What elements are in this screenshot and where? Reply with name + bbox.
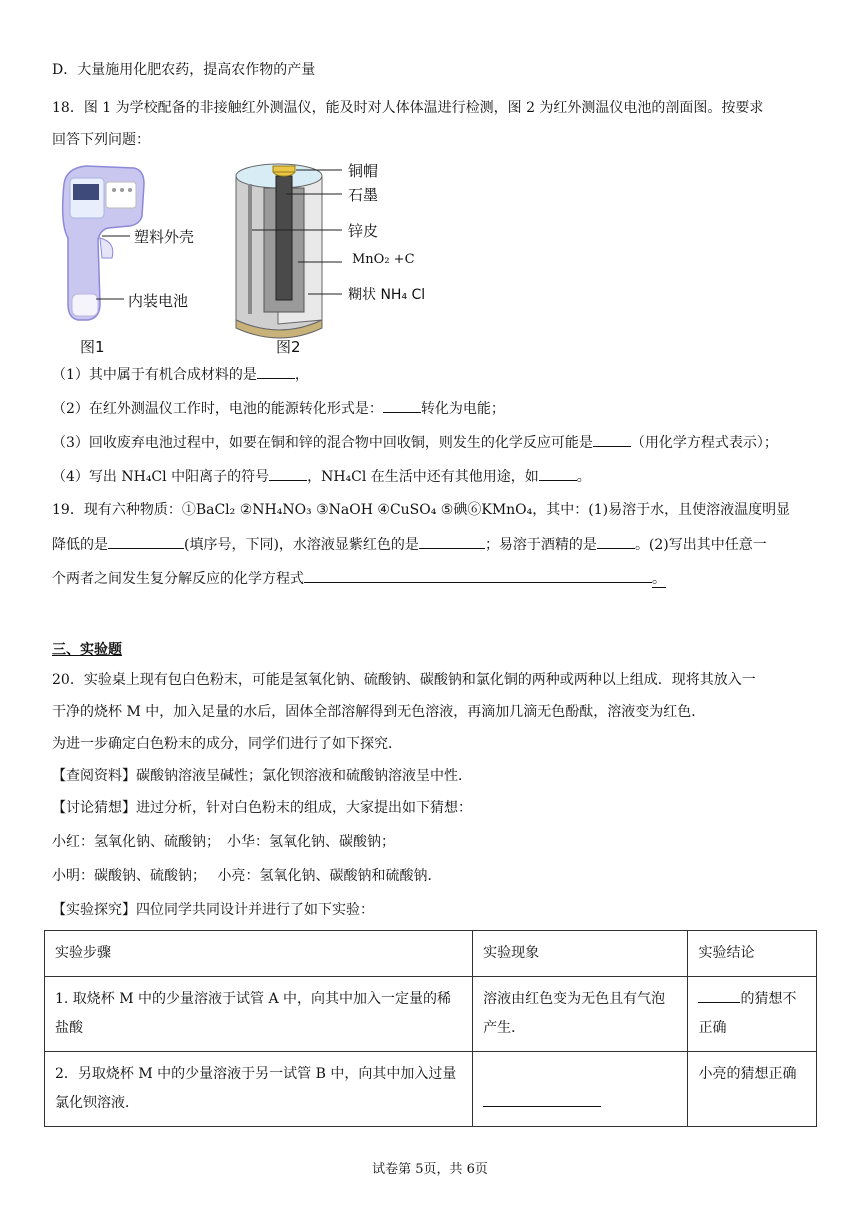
answer-blank[interactable] <box>698 988 740 1003</box>
row2-conclusion: 小亮的猜想正确 <box>688 1052 817 1127</box>
table-row <box>45 1052 817 1127</box>
label-inner-battery: 内装电池 <box>128 292 189 310</box>
header-step: 实验步骤 <box>45 931 473 977</box>
label-nh4cl-paste: 糊状 NH₄ Cl <box>348 287 426 303</box>
answer-blank[interactable] <box>539 466 577 481</box>
q20-guesses-1: 小红：氢氧化钠、硫酸钠； 小华：氢氧化钠、碳酸钠； <box>52 834 395 850</box>
q20-guesses-2: 小明：碳酸钠、硫酸钠； 小亮：氢氧化钠、碳酸钠和硫酸钠． <box>52 868 442 884</box>
q18-part1: （1）其中属于有机合成材料的是 ， <box>52 364 820 385</box>
q20-info: 【查阅资料】碳酸钠溶液呈碱性；氯化钡溶液和硫酸钠溶液呈中性． <box>52 768 472 784</box>
row1-conclusion: 的猜想不正确 <box>688 977 817 1052</box>
battery-illustration <box>224 154 464 359</box>
row2-phenomenon <box>473 1052 688 1127</box>
section-heading-experiments: 三、实验题 <box>52 642 122 658</box>
label-plastic-shell: 塑料外壳 <box>134 228 195 246</box>
q20-explore: 【实验探究】四位同学共同设计并进行了如下实验： <box>52 902 374 918</box>
q18-intro-line2: 回答下列问题： <box>52 132 150 148</box>
answer-blank[interactable] <box>419 534 485 549</box>
answer-blank[interactable] <box>257 364 295 379</box>
q20-line3: 为进一步确定白色粉末的成分，同学们进行了如下探究． <box>52 736 402 752</box>
header-phenomenon: 实验现象 <box>473 931 688 977</box>
page-footer: 试卷第 5页，共 6页 <box>372 1162 488 1177</box>
label-mno2-c: MnO₂ +C <box>352 252 415 267</box>
label-copper-cap: 铜帽 <box>348 162 379 180</box>
figure-1-caption: 图1 <box>80 338 105 356</box>
q19-line2: 降低的是 (填序号，下同)，水溶液显紫红色的是 ；易溶于酒精的是 。(2)写出其中任意一 <box>52 534 820 555</box>
row2-step: 2．另取烧杯 M 中的少量溶液于另一试管 B 中，向其中加入过量氯化钡溶液． <box>45 1052 473 1127</box>
answer-blank[interactable] <box>597 534 635 549</box>
answer-blank[interactable] <box>304 568 652 583</box>
q19-line1: 19．现有六种物质：①BaCl₂ ②NH₄NO₃ ③NaOH ④CuSO₄ ⑤碘⑥KMnO₄，其中：(1)易溶于水，且使溶液温度明显 <box>52 502 791 518</box>
header-conclusion: 实验结论 <box>688 931 817 977</box>
answer-blank[interactable] <box>108 534 184 549</box>
q18-intro-line1: 18．图 1 为学校配备的非接触红外测温仪，能及时对人体体温进行检测，图 2 为红外测温仪电池的剖面图。按要求 <box>52 100 764 116</box>
label-graphite: 石墨 <box>348 186 379 204</box>
answer-blank[interactable] <box>593 432 631 447</box>
row1-phenomenon: 溶液由红色变为无色且有气泡产生． <box>473 977 688 1052</box>
q19-line3: 个两者之间发生复分解反应的化学方程式 。 <box>52 568 820 589</box>
answer-blank[interactable] <box>383 398 421 413</box>
experiment-table <box>44 930 817 1127</box>
figure-1-thermometer <box>56 154 206 359</box>
table-row <box>45 977 817 1052</box>
label-zinc-skin: 锌皮 <box>348 222 379 240</box>
table-header-row <box>45 931 817 977</box>
q20-line2: 干净的烧杯 M 中，加入足量的水后，固体全部溶解得到无色溶液，再滴加几滴无色酚酞，溶液变为红色． <box>52 704 706 720</box>
figure-2-caption: 图2 <box>276 338 301 356</box>
row1-step: 1. 取烧杯 M 中的少量溶液于试管 A 中，向其中加入一定量的稀盐酸 <box>45 977 473 1052</box>
q20-line1: 20．实验桌上现有包白色粉末，可能是氢氧化钠、硫酸钠、碳酸钠和氯化铜的两种或两种以上组成．现将其放入一 <box>52 672 756 688</box>
q18-part3: （3）回收废弃电池过程中，如要在铜和锌的混合物中回收铜，则发生的化学反应可能是 （用化学方程式表示）； <box>52 432 820 453</box>
figure-2-battery-section <box>224 154 464 359</box>
q18-part4: （4）写出 NH₄Cl 中阳离子的符号 ，NH₄Cl 在生活中还有其他用途，如 。 <box>52 466 820 487</box>
thermometer-illustration <box>56 154 206 359</box>
answer-blank[interactable] <box>269 466 307 481</box>
option-d: D．大量施用化肥农药，提高农作物的产量 <box>52 62 316 78</box>
q20-discussion: 【讨论猜想】进过分析，针对白色粉末的组成，大家提出如下猜想： <box>52 800 472 816</box>
answer-blank[interactable] <box>483 1092 601 1107</box>
q18-part2: （2）在红外测温仪工作时，电池的能源转化形式是： 转化为电能； <box>52 398 820 419</box>
